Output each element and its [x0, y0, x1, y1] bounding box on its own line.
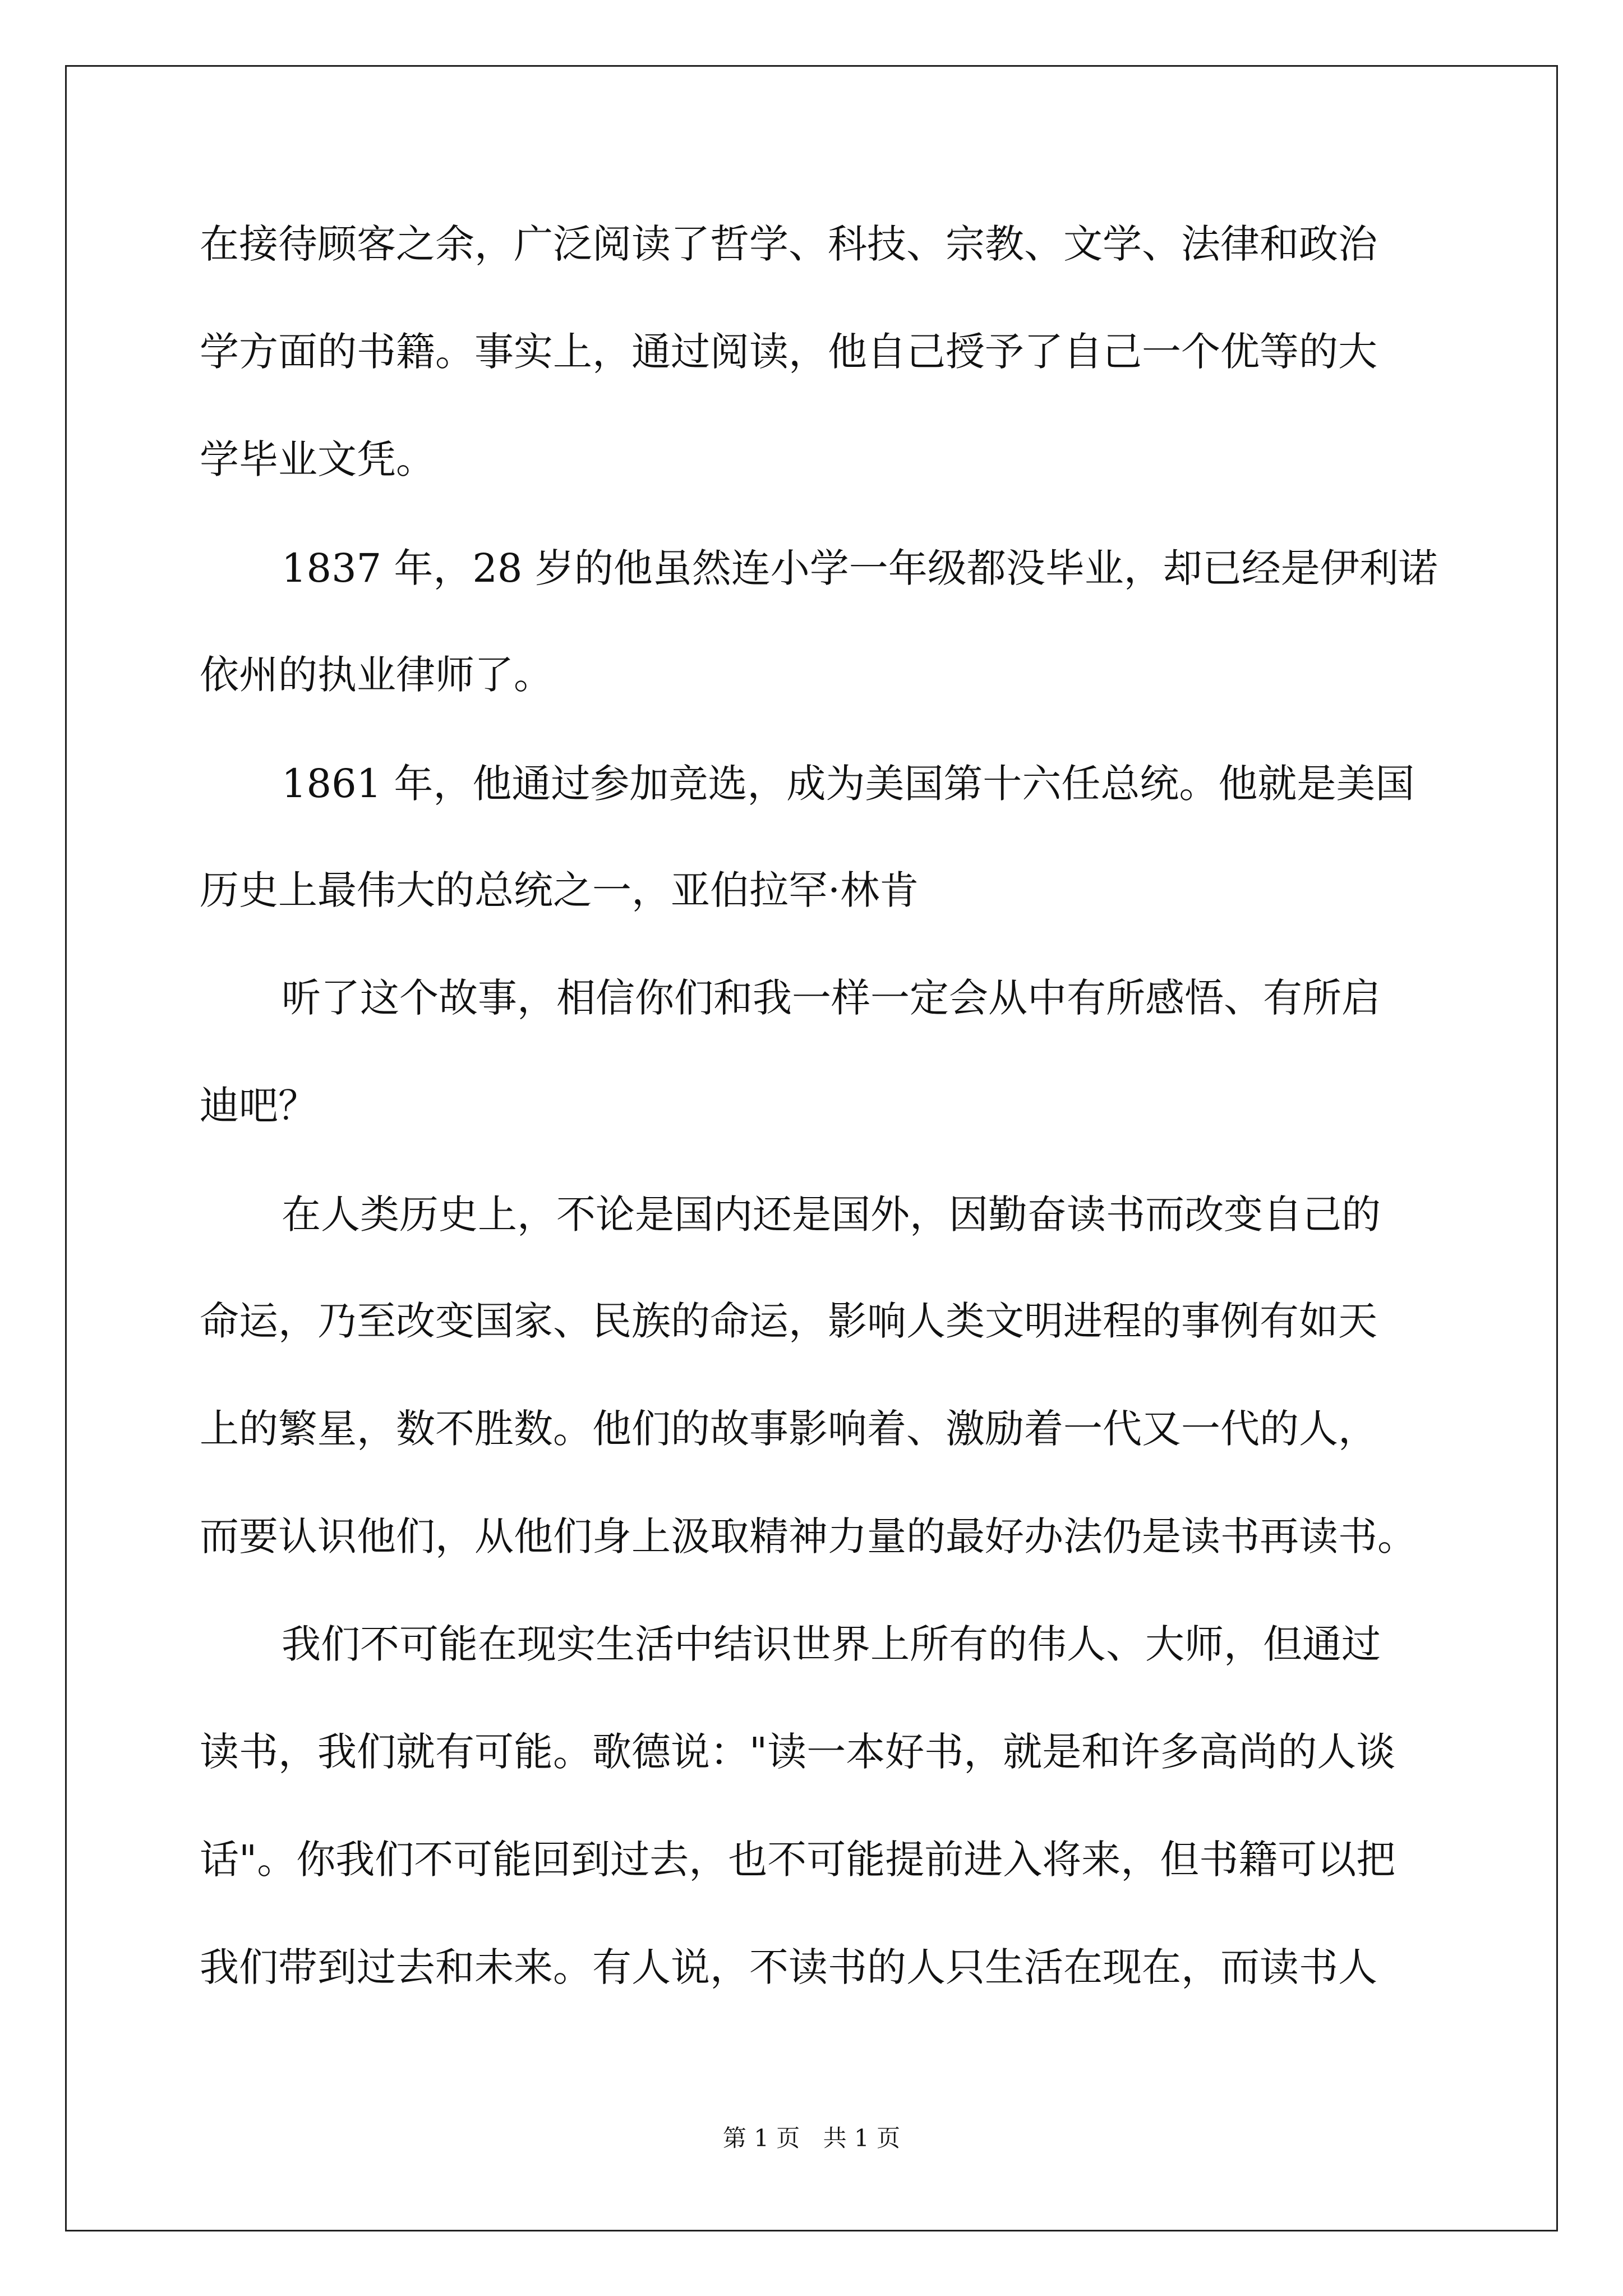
text-line: 迪吧？	[200, 1083, 317, 1129]
text-line: 在人类历史上，不论是国内还是国外，因勤奋读书而改变自己的	[282, 1191, 1381, 1237]
text-line: 听了这个故事，相信你们和我一样一定会从中有所感悟、有所启	[282, 975, 1381, 1021]
text-line: 1837 年，28 岁的他虽然连小学一年级都没毕业，却已经是伊利诺	[282, 545, 1438, 591]
text-line: 历史上最伟大的总统之一，亚伯拉罕·林肯	[200, 867, 919, 913]
text-line: 而要认识他们，从他们身上汲取精神力量的最好办法仍是读书再读书。	[200, 1513, 1417, 1559]
page-footer	[0, 2122, 1623, 2155]
text-line: 1861 年，他通过参加竞选，成为美国第十六任总统。他就是美国	[282, 761, 1415, 807]
text-line: 读书，我们就有可能。歌德说："读一本好书，就是和许多高尚的人谈	[200, 1729, 1396, 1775]
page-number: 第 1 页	[722, 2124, 800, 2152]
text-line: 在接待顾客之余，广泛阅读了哲学、科技、宗教、文学、法律和政治	[200, 221, 1377, 267]
text-line: 学毕业文凭。	[200, 436, 435, 482]
text-line: 我们不可能在现实生活中结识世界上所有的伟人、大师，但通过	[282, 1621, 1381, 1667]
text-line: 我们带到过去和未来。有人说，不读书的人只生活在现在，而读书人	[200, 1944, 1377, 1990]
text-line: 命运，乃至改变国家、民族的命运，影响人类文明进程的事例有如天	[200, 1298, 1377, 1344]
text-line: 上的繁星，数不胜数。他们的故事影响着、激励着一代又一代的人，	[200, 1406, 1377, 1452]
text-line: 学方面的书籍。事实上，通过阅读，他自己授予了自己一个优等的大	[200, 329, 1377, 375]
page-total: 共 1 页	[823, 2124, 901, 2152]
text-line: 依州的执业律师了。	[200, 652, 553, 698]
page-border	[65, 65, 1558, 2231]
text-line: 话"。你我们不可能回到过去，也不可能提前进入将来，但书籍可以把	[200, 1837, 1396, 1883]
